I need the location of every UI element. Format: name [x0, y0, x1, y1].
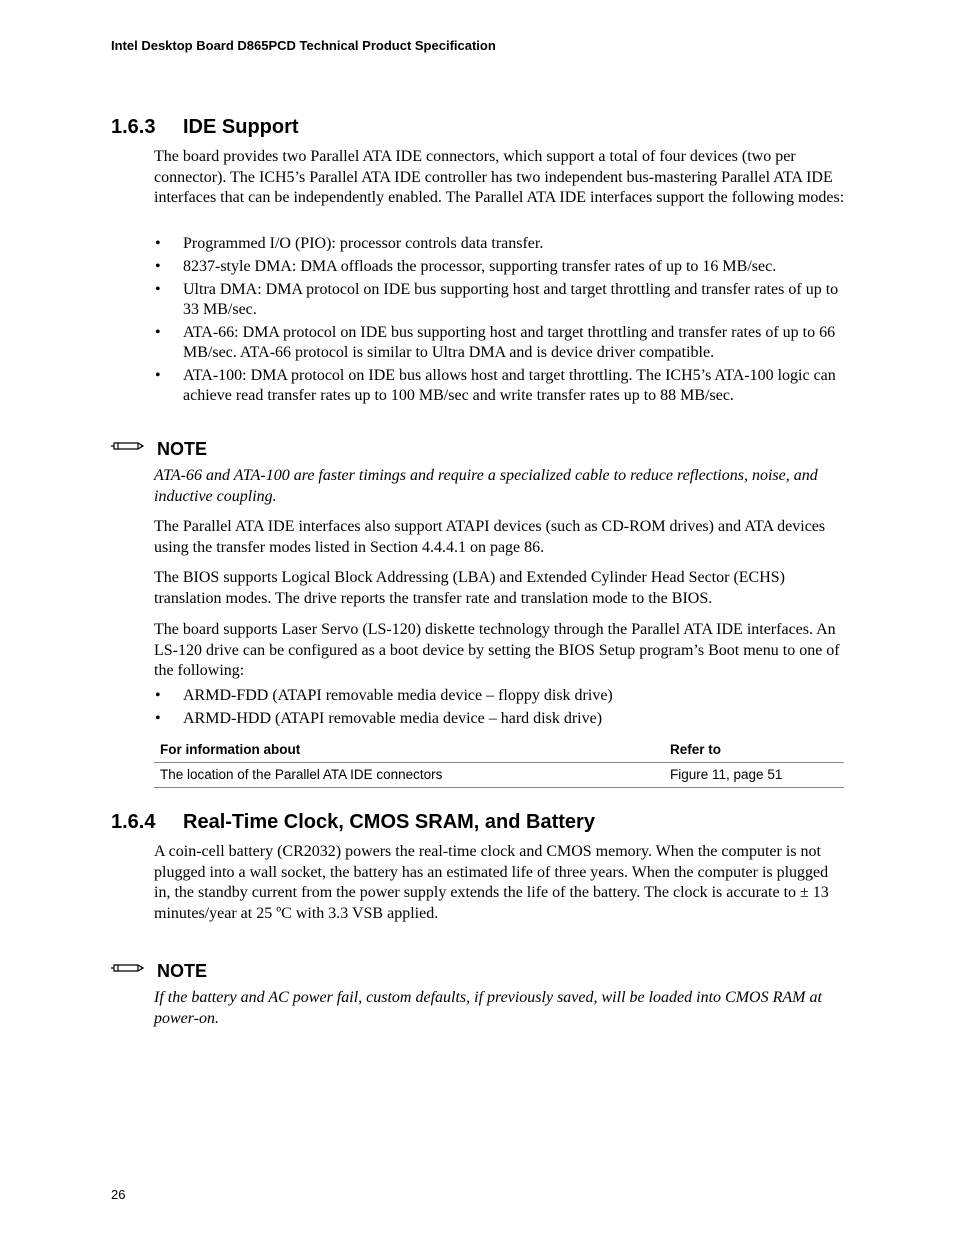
note-label: NOTE: [157, 961, 208, 981]
list-item: [154, 257, 846, 277]
section-number: 1.6.4: [111, 811, 156, 833]
pencil-icon: [111, 957, 145, 977]
list-item-text: ARMD-FDD (ATAPI removable media device – floppy disk drive): [183, 687, 613, 704]
ide-intro-paragraph: [154, 147, 846, 209]
boot-options-list: [154, 686, 846, 732]
page-number: 26: [111, 1187, 126, 1202]
bullet: •: [155, 367, 161, 384]
paragraph-text: The board provides two Parallel ATA IDE connectors, which support a total of four devices (two per connector). The ICH5’s Parallel ATA IDE controller has two independent bus-mastering Parallel ATA IDE interfaces that can be independently enabled. The Parallel ATA IDE interfaces support the following modes:: [154, 148, 845, 206]
bullet: •: [155, 687, 161, 704]
pencil-icon: [111, 435, 145, 455]
column-header: For information about: [154, 738, 664, 763]
bullet: •: [155, 710, 161, 727]
rtc-paragraph: [154, 842, 846, 924]
bullet: •: [155, 235, 161, 252]
column-header: Refer to: [664, 738, 844, 763]
bullet: •: [155, 258, 161, 275]
table-header-row: [154, 738, 844, 763]
bullet: •: [155, 281, 161, 298]
list-item: [154, 709, 846, 729]
paragraph-text: The BIOS supports Logical Block Addressing (LBA) and Extended Cylinder Head Sector (ECHS) translation modes. The drive reports the transfer rate and translation mode to the BIOS.: [154, 569, 785, 607]
list-item-text: Ultra DMA: DMA protocol on IDE bus supporting host and target throttling and transfer rates of up to 33 MB/sec.: [183, 281, 839, 318]
table-cell: The location of the Parallel ATA IDE connectors: [154, 763, 664, 788]
list-item: [154, 686, 846, 706]
reference-table: [154, 738, 844, 788]
table-cell: Figure 11, page 51: [664, 763, 844, 788]
bullet: •: [155, 324, 161, 341]
paragraph-text: A coin-cell battery (CR2032) powers the real-time clock and CMOS memory. When the computer is not plugged into a wall socket, the battery has an estimated life of three years. When the computer is plugged in, the standby current from the power supply extends the life of the battery. The clock is accurate to ± 13 minutes/year at 25 ºC with 3.3 VSB applied.: [154, 843, 829, 922]
list-item-text: ATA-100: DMA protocol on IDE bus allows host and target throttling. The ICH5’s ATA-100 logic can achieve read transfer rates up to 100 MB/sec and write transfer rates up to 88 MB/sec.: [183, 367, 836, 404]
list-item: [154, 323, 846, 363]
section-heading-1-6-4: [111, 811, 595, 834]
list-item-text: 8237-style DMA: DMA offloads the processor, supporting transfer rates of up to 16 MB/sec.: [183, 258, 777, 275]
note-label: NOTE: [157, 439, 208, 459]
list-item: [154, 234, 846, 254]
ls120-paragraph: [154, 620, 846, 682]
list-item: [154, 366, 846, 406]
paragraph-text: ATA-66 and ATA-100 are faster timings and require a specialized cable to reduce reflections, noise, and inductive coupling.: [154, 467, 818, 505]
section-heading-1-6-3: [111, 116, 299, 139]
section-title: IDE Support: [183, 116, 299, 138]
bios-paragraph: [154, 568, 846, 609]
section-number: 1.6.3: [111, 116, 156, 138]
paragraph-text: The board supports Laser Servo (LS-120) diskette technology through the Parallel ATA IDE interfaces. An LS-120 drive can be configured as a boot device by setting the BIOS Setup program’s Boot menu to one of the following:: [154, 621, 840, 679]
note-text: [154, 466, 846, 507]
note-text: [154, 988, 846, 1029]
list-item-text: ARMD-HDD (ATAPI removable media device – hard disk drive): [183, 710, 603, 727]
table-row: [154, 763, 844, 788]
atapi-paragraph: [154, 517, 846, 558]
list-item-text: ATA-66: DMA protocol on IDE bus supporting host and target throttling and transfer rates of up to 66 MB/sec. ATA-66 protocol is similar to Ultra DMA and is device driver compatible.: [183, 324, 836, 361]
list-item: [154, 280, 846, 320]
ide-modes-list: [154, 234, 846, 409]
running-header: Intel Desktop Board D865PCD Technical Product Specification: [111, 38, 496, 53]
paragraph-text: The Parallel ATA IDE interfaces also support ATAPI devices (such as CD-ROM drives) and ATA devices using the transfer modes listed in Section 4.4.4.1 on page 86.: [154, 518, 826, 556]
section-title: Real-Time Clock, CMOS SRAM, and Battery: [183, 811, 595, 833]
list-item-text: Programmed I/O (PIO): processor controls data transfer.: [183, 235, 544, 252]
paragraph-text: If the battery and AC power fail, custom defaults, if previously saved, will be loaded into CMOS RAM at power-on.: [154, 989, 822, 1027]
